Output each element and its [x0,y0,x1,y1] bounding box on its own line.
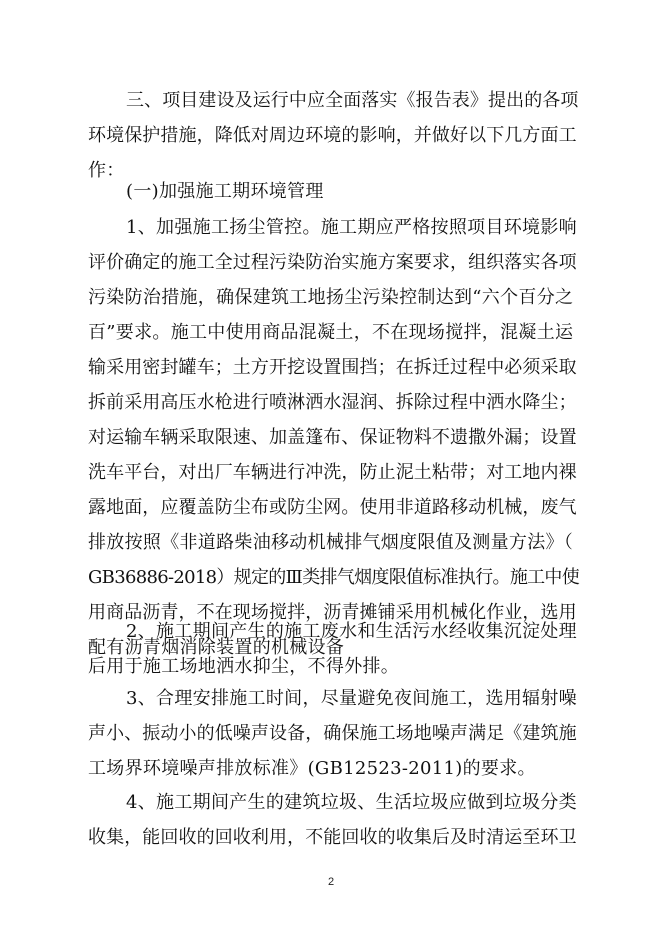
text-line: 评价确定的施工全过程污染防治实施方案要求，组织落实各项 [88,252,577,273]
text-line: GB36886-2018）规定的Ⅲ类排气烟度限值标准执行。施工中使 [88,567,580,588]
text-line: 输采用密封罐车；土方开挖设置围挡；在拆迁过程中必须采取 [88,357,577,378]
text-line: 工场界环境噪声排放标准》(GB12523-2011)的要求。 [88,758,536,779]
text-line: 1、加强施工扬尘管控。施工期应严格按照项目环境影响 [126,217,577,238]
text-line: 4、施工期间产生的建筑垃圾、生活垃圾应做到垃圾分类 [126,792,577,813]
text-line: 环境保护措施，降低对周边环境的影响，并做好以下几方面工 [88,125,577,146]
text-line: 对运输车辆采取限速、加盖篷布、保证物料不遗撒外漏；设置 [88,427,577,448]
text-line: 百”要求。施工中使用商品混凝土，不在现场搅拌，混凝土运 [88,322,574,343]
paragraph-item-4 [88,785,578,855]
text-line: 后用于施工场地洒水抑尘，不得外排。 [88,656,400,677]
text-line: 排放按照《非道路柴油移动机械排气烟度限值及测量方法》（ [88,532,574,553]
text-line: 三、项目建设及运行中应全面落实《报告表》提出的各项 [126,90,579,111]
text-line: 洗车平台，对出厂车辆进行冲洗，防止泥土粘带；对工地内裸 [88,462,577,483]
text-line: 用商品沥青，不在现场搅拌，沥青摊铺采用机械化作业，选用 [88,602,577,623]
paragraph-item-3 [88,681,578,786]
section-heading-construction-management [88,174,578,209]
text-line: 污染防治措施，确保建筑工地扬尘污染控制达到“六个百分之 [88,287,574,308]
page-number: 2 [327,876,335,888]
paragraph-section-3 [88,83,578,188]
text-line: 作： [88,160,125,181]
text-line: 露地面，应覆盖防尘布或防尘网。使用非道路移动机械，废气 [88,497,577,518]
text-line: 配有沥青烟消除装置的机械设备 [88,637,345,658]
paragraph-item-1 [88,210,578,665]
text-line: 3、合理安排施工时间，尽量避免夜间施工，选用辐射噪 [126,688,577,709]
heading-text: (一)加强施工期环境管理 [126,181,324,202]
text-line: 2、施工期间产生的施工废水和生活污水经收集沉淀处理 [126,621,577,642]
paragraph-item-2 [88,614,578,684]
text-line: 拆前采用高压水枪进行喷淋洒水湿润、拆除过程中洒水降尘； [88,392,577,413]
text-line: 收集，能回收的回收利用，不能回收的收集后及时清运至环卫 [88,827,577,848]
text-line: 声小、振动小的低噪声设备，确保施工场地噪声满足《建筑施 [88,723,577,744]
